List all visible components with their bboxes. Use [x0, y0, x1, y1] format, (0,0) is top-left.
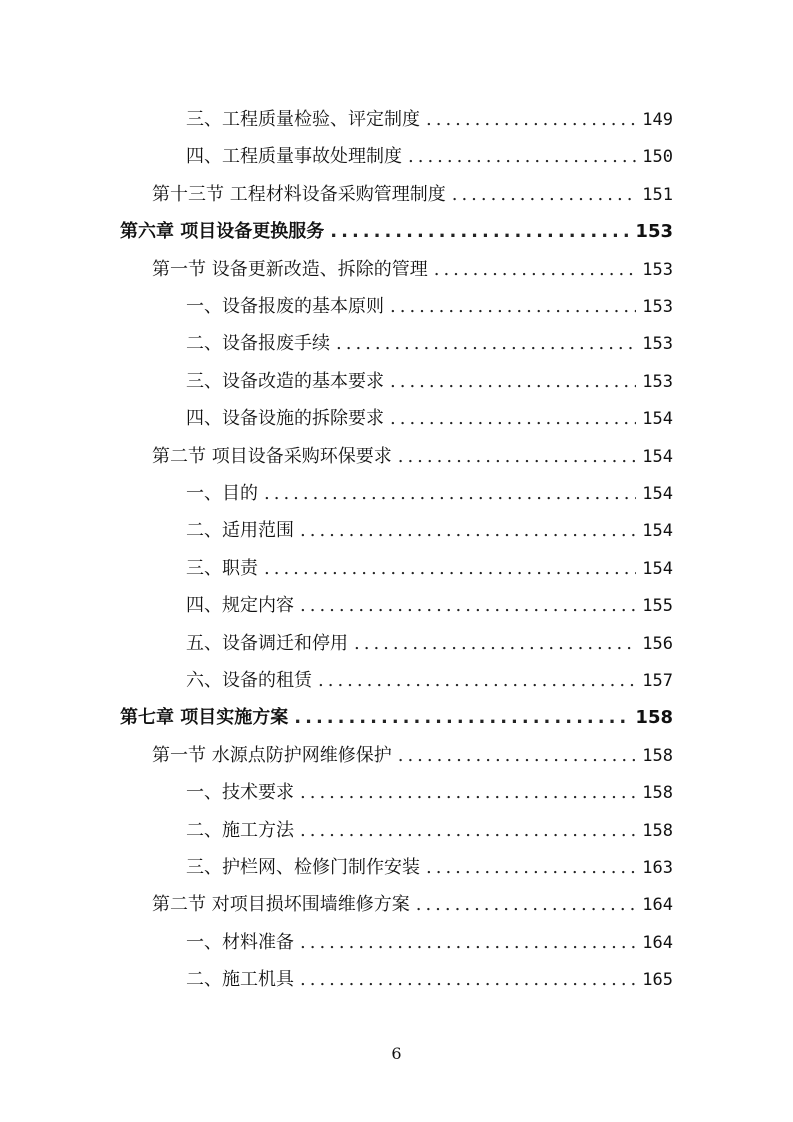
dot-leader [390, 292, 636, 322]
dot-leader [300, 591, 636, 621]
toc-entry-item[interactable] [186, 479, 673, 509]
toc-entry-item[interactable] [186, 367, 673, 397]
toc-entry-page: 158 [642, 783, 673, 804]
page-number: 6 [391, 1044, 402, 1063]
toc-entry-item[interactable] [186, 292, 673, 322]
toc-entry-label: 第一节 水源点防护网维修保护 [152, 744, 392, 766]
dot-leader [426, 853, 636, 883]
dot-leader [300, 928, 636, 958]
dot-leader [264, 554, 636, 584]
toc-entry-label: 二、适用范围 [186, 520, 294, 542]
dot-leader [354, 629, 636, 659]
toc-entry-label: 第十三节 工程材料设备采购管理制度 [152, 183, 446, 205]
toc-entry-chapter[interactable] [120, 217, 673, 247]
dot-leader [434, 255, 637, 285]
toc-entry-page: 163 [642, 858, 673, 878]
dot-leader [336, 329, 636, 359]
toc-entry-item[interactable] [186, 629, 673, 659]
toc-entry-label: 一、材料准备 [186, 931, 294, 953]
toc-entry-item[interactable] [186, 591, 673, 621]
toc-entry-label: 三、设备改造的基本要求 [186, 370, 384, 392]
toc-entry-label: 三、职责 [186, 557, 258, 579]
toc-entry-page: 154 [642, 446, 673, 467]
dot-leader [300, 778, 636, 808]
toc-entry-section[interactable] [152, 890, 673, 920]
toc-entry-page: 154 [642, 484, 673, 504]
toc-entry-item[interactable] [186, 778, 673, 808]
dot-leader [390, 404, 636, 434]
toc-entry-label: 二、施工方法 [186, 819, 294, 841]
dot-leader [264, 479, 636, 509]
toc-entry-section[interactable] [152, 255, 673, 285]
toc-entry-item[interactable] [186, 329, 673, 359]
toc-entry-page: 149 [642, 110, 673, 130]
toc-entry-label: 第一节 设备更新改造、拆除的管理 [152, 258, 428, 280]
toc-entry-item[interactable] [186, 404, 673, 434]
toc-entry-section[interactable] [152, 741, 673, 771]
toc-entry-item[interactable] [186, 965, 673, 995]
toc-entry-page: 156 [642, 633, 673, 654]
dot-leader [426, 105, 636, 135]
toc-entry-label: 二、设备报废手续 [186, 333, 330, 355]
toc-entry-label: 三、护栏网、检修门制作安装 [186, 857, 420, 878]
dot-leader [300, 516, 636, 546]
toc-entry-label: 第二节 对项目损坏围墙维修方案 [152, 894, 410, 916]
toc-entry-label: 一、技术要求 [186, 782, 294, 804]
toc-entry-page: 154 [642, 521, 673, 542]
toc-entry-page: 155 [642, 596, 673, 617]
toc-entry-section[interactable] [152, 442, 673, 472]
toc-entry-label: 二、施工机具 [186, 969, 294, 991]
dot-leader [318, 666, 636, 696]
toc-entry-page: 154 [642, 558, 673, 579]
toc-entry-label: 第六章 项目设备更换服务 [120, 221, 325, 243]
toc-entry-label: 一、设备报废的基本原则 [186, 296, 384, 317]
toc-entry-item[interactable] [186, 853, 673, 883]
toc-entry-item[interactable] [186, 666, 673, 696]
toc-entry-chapter[interactable] [120, 703, 673, 733]
toc-entry-item[interactable] [186, 142, 673, 172]
dot-leader [294, 703, 629, 733]
dot-leader [390, 367, 636, 397]
dot-leader [408, 142, 636, 172]
toc-entry-page: 153 [642, 259, 673, 280]
toc-entry-label: 第七章 项目实施方案 [120, 707, 289, 729]
toc-entry-page: 153 [635, 221, 673, 243]
toc-entry-label: 六、设备的租赁 [186, 670, 312, 691]
toc-entry-page: 153 [642, 297, 673, 317]
toc-entry-label: 四、设备设施的拆除要求 [186, 408, 384, 430]
toc-entry-page: 158 [635, 707, 673, 729]
dot-leader [330, 217, 629, 247]
toc-entry-label: 五、设备调迁和停用 [186, 632, 348, 654]
toc-entry-label: 四、工程质量事故处理制度 [186, 146, 402, 168]
toc-entry-page: 165 [642, 970, 673, 991]
toc-entry-page: 153 [642, 334, 673, 355]
toc-entry-item[interactable] [186, 105, 673, 135]
toc-entry-item[interactable] [186, 928, 673, 958]
dot-leader [452, 180, 637, 210]
toc-entry-item[interactable] [186, 816, 673, 846]
toc-entry-page: 158 [642, 745, 673, 766]
dot-leader [398, 741, 637, 771]
dot-leader [416, 890, 637, 920]
toc-entry-page: 164 [642, 895, 673, 916]
toc-entry-page: 158 [642, 820, 673, 841]
dot-leader [300, 965, 636, 995]
toc-entry-section[interactable] [152, 180, 673, 210]
toc-entry-page: 154 [642, 409, 673, 430]
toc-entry-page: 157 [642, 671, 673, 691]
toc-entry-page: 153 [642, 371, 673, 392]
toc-entry-label: 一、目的 [186, 483, 258, 504]
toc-entry-item[interactable] [186, 554, 673, 584]
toc-entry-page: 151 [642, 184, 673, 205]
toc-entry-label: 三、工程质量检验、评定制度 [186, 109, 420, 130]
toc-entry-page: 164 [642, 932, 673, 953]
toc-entry-label: 四、规定内容 [186, 595, 294, 617]
toc-entry-page: 150 [642, 147, 673, 168]
dot-leader [300, 816, 636, 846]
dot-leader [398, 442, 637, 472]
toc-entry-item[interactable] [186, 516, 673, 546]
toc-entry-label: 第二节 项目设备采购环保要求 [152, 445, 392, 467]
